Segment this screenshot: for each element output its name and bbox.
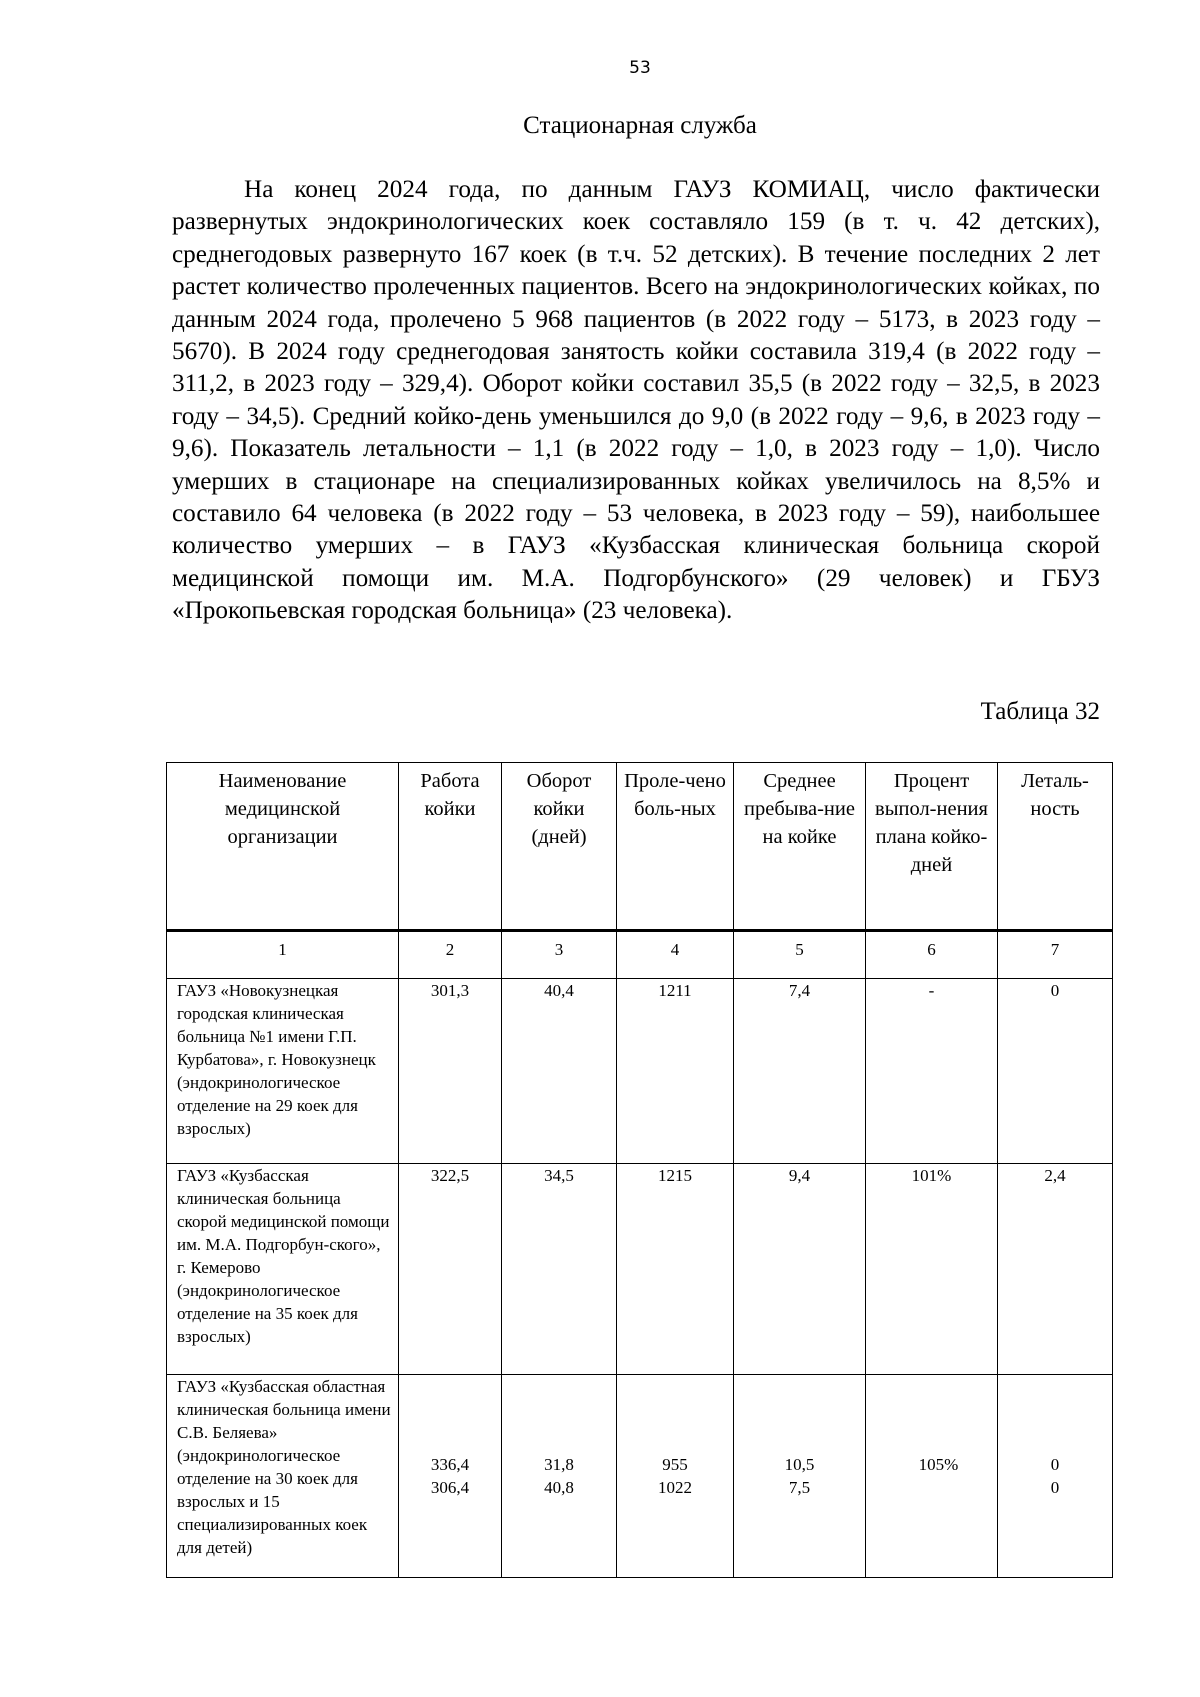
body-paragraph: На конец 2024 года, по данным ГАУЗ КОМИАЦ, число фактически развернутых эндокринологических коек составляло 159 (в т. ч. 42 детских), среднегодовых развернуто 167 коек (в т.ч. 52 детских). В течение последних 2 лет растет количество пролеченных пациентов. Всего на эндокринологических койках, по данным 2024 года, пролечено 5 968 пациентов (в 2022 году – 5173, в 2023 году – 5670). В 2024 году среднегодовая занятость койки составила 319,4 (в 2022 году – 311,2, в 2023 году – 329,4). Оборот койки составил 35,5 (в 2022 году – 32,5, в 2023 году – 34,5). Средний койко-день уменьшился до 9,0 (в 2022 году – 9,6, в 2023 году – 9,6). Показатель летальности – 1,1 (в 2022 году – 1,0, в 2023 году – 1,0). Число умерших в стационаре на специализированных койках увеличилось на 8,5% и составило 64 человека (в 2022 году – 53 человека, в 2023 году – 59), наибольшее количество умерших – в ГАУЗ «Кузбасская клиническая больница скорой медицинской помощи им. М.А. Подгорбунского» (29 человек) и ГБУЗ «Прокопьевская городская больница» (23 человека). <box>172 176 1100 625</box>
table-row <box>167 1164 1113 1375</box>
bed-work-children: 306,4 <box>430 1478 470 1497</box>
turnover-adults: 31,8 <box>544 1455 574 1474</box>
lethality-cell <box>998 1375 1113 1578</box>
column-number: 1 <box>167 931 399 979</box>
plan-pct-cell: - <box>866 979 998 1164</box>
header-bed-work: Работа койки <box>399 763 502 931</box>
header-plan-pct: Процент выпол-нения плана койко-дней <box>866 763 998 931</box>
header-org: Наименование медицинской организации <box>167 763 399 931</box>
plan-pct-cell: 101% <box>866 1164 998 1375</box>
header-lethality: Леталь-ность <box>998 763 1113 931</box>
column-number: 7 <box>998 931 1113 979</box>
bed-work-cell <box>399 1375 502 1578</box>
table-header-row <box>167 763 1113 931</box>
lethality-cell: 2,4 <box>998 1164 1113 1375</box>
column-number-row <box>167 931 1113 979</box>
lethality-cell: 0 <box>998 979 1113 1164</box>
table-caption: Таблица 32 <box>980 698 1100 725</box>
plan-pct-value: 105% <box>918 1455 959 1474</box>
org-name-cell: ГАУЗ «Новокузнецкая городская клиническая больница №1 имени Г.П. Курбатова», г. Новокузнецк (эндокринологическое отделение на 29 коек для взрослых) <box>167 979 399 1164</box>
treated-adults: 955 <box>662 1455 688 1474</box>
bed-work-adults: 336,4 <box>430 1455 470 1474</box>
header-treated: Проле-чено боль-ных <box>617 763 734 931</box>
plan-pct-cell <box>866 1375 998 1578</box>
header-avg-stay: Среднее пребыва-ние на койке <box>734 763 866 931</box>
section-title: Стационарная служба <box>523 112 757 139</box>
treated-cell: 1211 <box>617 979 734 1164</box>
column-number: 2 <box>399 931 502 979</box>
column-number: 5 <box>734 931 866 979</box>
bed-work-cell: 301,3 <box>399 979 502 1164</box>
org-name-cell: ГАУЗ «Кузбасская областная клиническая больница имени С.В. Беляева» (эндокринологическое отделение на 30 коек для взрослых и 15 специализированных коек для детей) <box>167 1375 399 1578</box>
avg-stay-cell: 9,4 <box>734 1164 866 1375</box>
turnover-cell: 34,5 <box>502 1164 617 1375</box>
turnover-cell <box>502 1375 617 1578</box>
treated-cell: 1215 <box>617 1164 734 1375</box>
plan-pct-spacer <box>882 1476 995 1499</box>
column-number: 4 <box>617 931 734 979</box>
treated-children: 1022 <box>658 1478 692 1497</box>
lethality-children: 0 <box>1050 1478 1060 1497</box>
treated-cell <box>617 1375 734 1578</box>
avg-stay-cell: 7,4 <box>734 979 866 1164</box>
table-row <box>167 1375 1113 1578</box>
hospital-stats-table <box>166 762 1113 1578</box>
lethality-adults: 0 <box>1050 1455 1060 1474</box>
turnover-children: 40,8 <box>544 1478 574 1497</box>
column-number: 3 <box>502 931 617 979</box>
column-number: 6 <box>866 931 998 979</box>
avg-stay-children: 7,5 <box>788 1478 811 1497</box>
org-name-cell: ГАУЗ «Кузбасская клиническая больница скорой медицинской помощи им. М.А. Подгорбун-ского», г. Кемерово (эндокринологическое отделение на 35 коек для взрослых) <box>167 1164 399 1375</box>
header-turnover: Оборот койки (дней) <box>502 763 617 931</box>
page-number: 53 <box>629 58 651 78</box>
bed-work-cell: 322,5 <box>399 1164 502 1375</box>
turnover-cell: 40,4 <box>502 979 617 1164</box>
table-row <box>167 979 1113 1164</box>
avg-stay-adults: 10,5 <box>784 1455 815 1474</box>
avg-stay-cell <box>734 1375 866 1578</box>
